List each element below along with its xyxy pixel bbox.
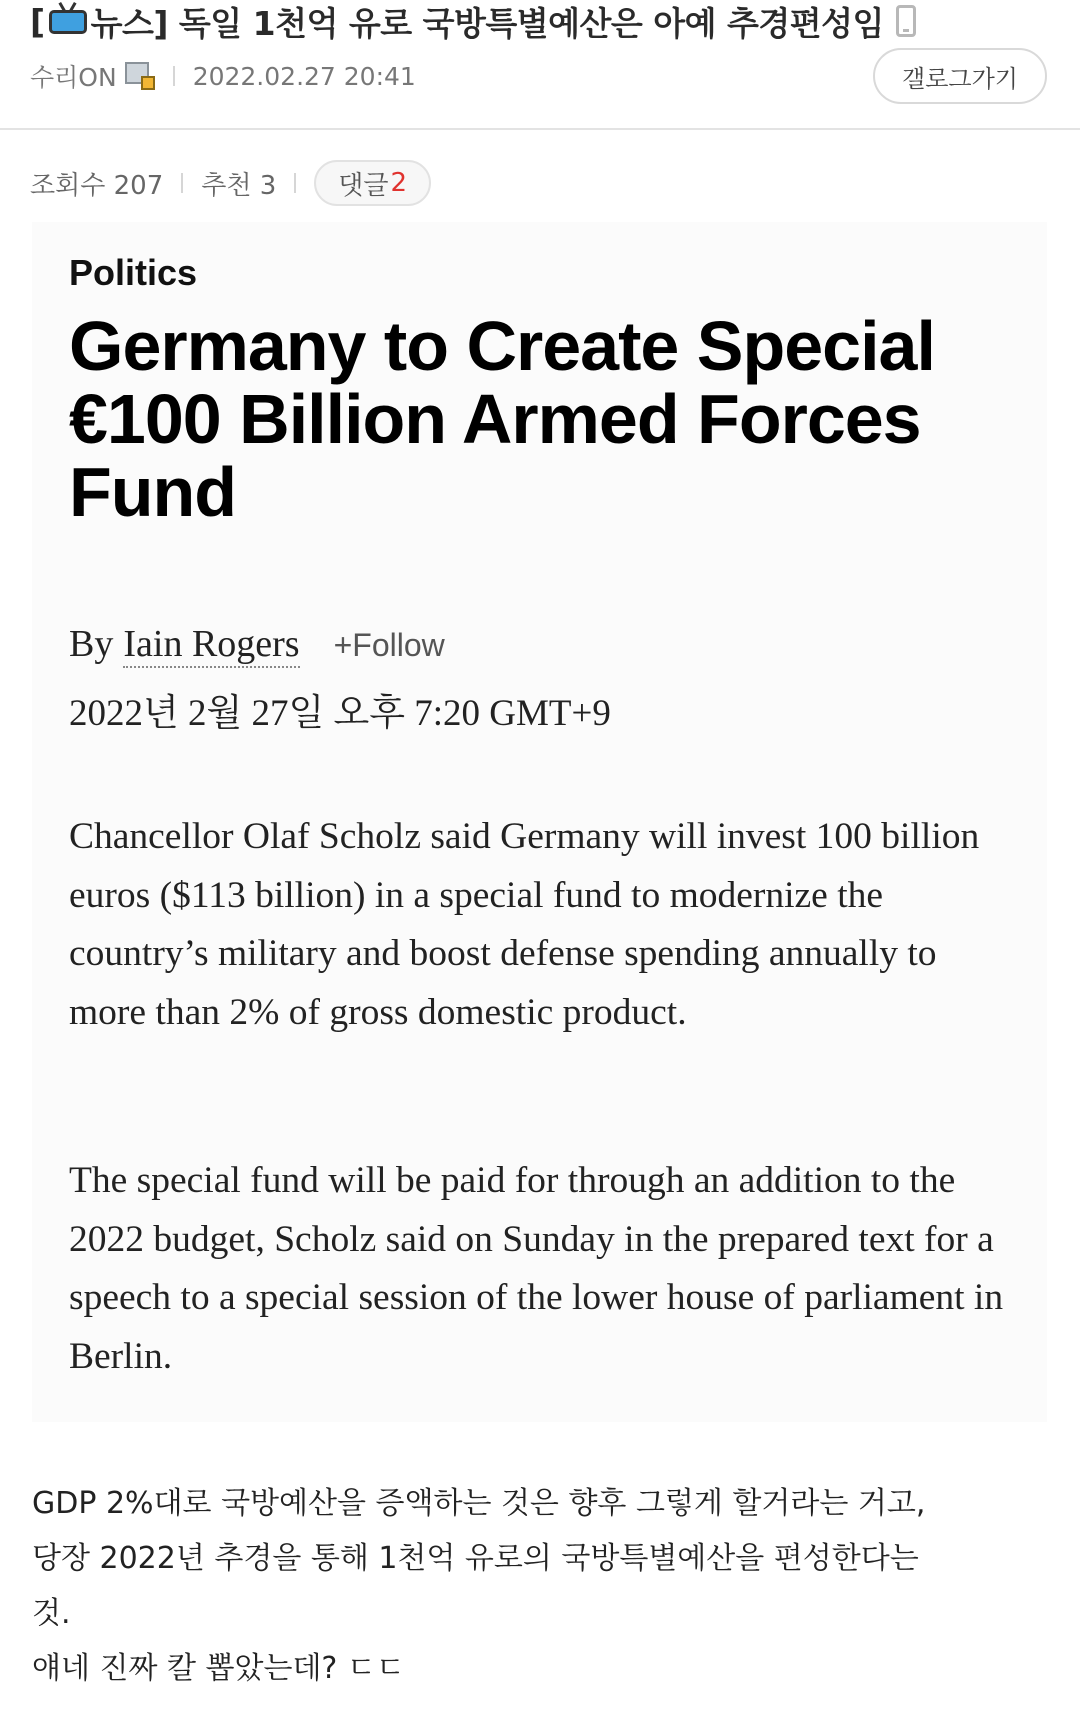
post-title <box>30 0 916 42</box>
title-text: 뉴스] 독일 1천억 유로 국방특별예산은 아예 추경편성임 <box>90 3 884 43</box>
divider <box>181 173 183 193</box>
comment-button[interactable] <box>314 160 431 206</box>
mobile-icon <box>896 5 916 37</box>
article-headline <box>69 307 1029 531</box>
comment-label: 댓글 <box>338 170 389 201</box>
article-paragraph: Chancellor Olaf Scholz said Germany will invest 100 billion euros ($113 billion) in a special fund to modernize the country’s military and boost defense spending annually to more than 2% of gross domestic product. <box>69 816 980 1033</box>
title-bracket: [ <box>30 1 45 41</box>
body-line: GDP 2%대로 국방예산을 증액하는 것은 향후 그렇게 할거라는 거고, <box>32 1486 926 1521</box>
divider <box>294 173 296 193</box>
recommend-count: 추천 3 <box>201 170 277 201</box>
post-header <box>0 0 1080 130</box>
headline-line: €100 Billion Armed Forces <box>69 380 921 458</box>
byline-prefix: By <box>69 623 114 665</box>
tv-icon <box>47 2 89 36</box>
divider <box>173 66 175 86</box>
headline-line: Germany to Create Special <box>69 307 935 385</box>
body-line: 얘네 진짜 칼 뽑았는데? ㄷㄷ <box>32 1651 405 1686</box>
article-paragraph: The special fund will be paid for through an addition to the 2022 budget, Scholz said on Sunday in the prepared text for a speech to a special session of the lower house of parliament in Berlin. <box>69 1160 1004 1377</box>
member-badge-icon <box>125 62 155 90</box>
headline-line: Fund <box>69 453 237 531</box>
post-body-text <box>32 1476 1052 1696</box>
article-byline <box>69 622 445 668</box>
post-stats <box>30 160 431 206</box>
body-line: 것. <box>32 1596 71 1631</box>
article-screenshot <box>32 222 1047 1422</box>
follow-label: +Follow <box>333 627 445 663</box>
author-nickname[interactable]: 수리ON <box>30 63 117 92</box>
gallog-button[interactable]: 갤로그가기 <box>873 48 1047 104</box>
view-count: 조회수 207 <box>30 170 164 201</box>
post-datetime: 2022.02.27 20:41 <box>192 61 416 91</box>
article-date: 2022년 2월 27일 오후 7:20 GMT+9 <box>69 693 611 734</box>
article-section: Politics <box>69 252 198 293</box>
body-line: 당장 2022년 추경을 통해 1천억 유로의 국방특별예산을 편성한다는 <box>32 1541 919 1576</box>
comment-count: 2 <box>390 168 408 198</box>
post-meta <box>30 58 416 94</box>
article-author: Iain Rogers <box>123 622 299 668</box>
